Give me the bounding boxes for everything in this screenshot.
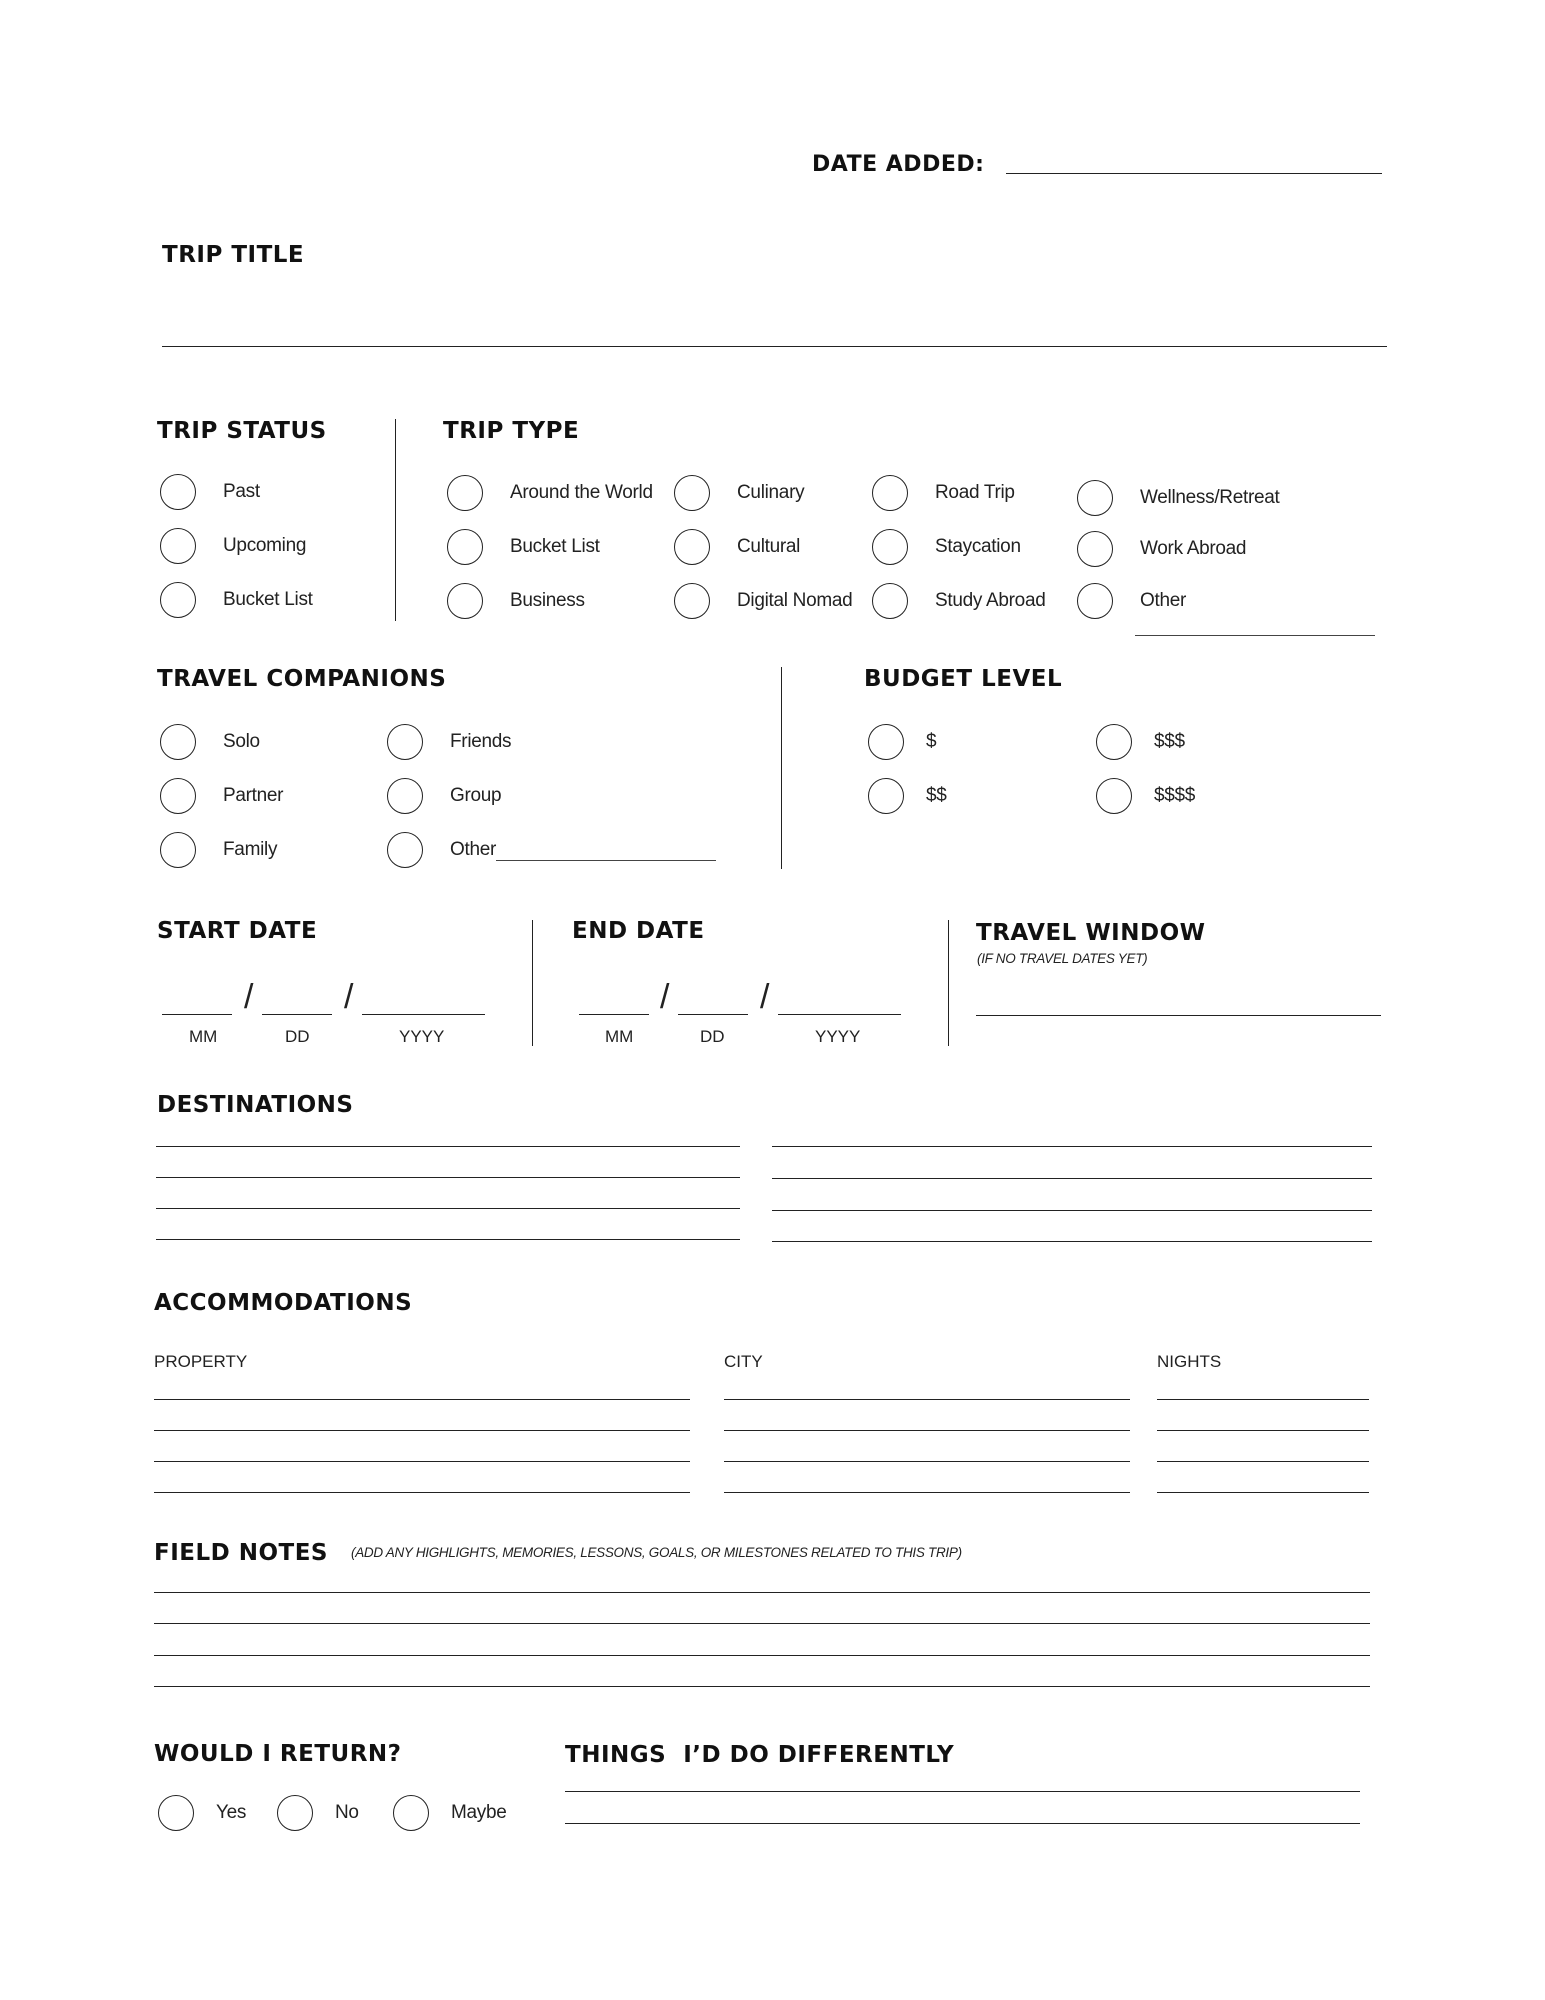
option-label: Cultural (737, 536, 801, 557)
companions-option-family[interactable] (160, 832, 277, 868)
budget-option-2[interactable] (868, 778, 947, 814)
radio-circle[interactable] (1077, 531, 1113, 567)
option-label: Staycation (935, 536, 1021, 557)
budget-level-label: BUDGET LEVEL (864, 666, 1063, 692)
budget-option-3[interactable] (1096, 724, 1185, 760)
destinations-label: DESTINATIONS (157, 1092, 354, 1118)
radio-circle[interactable] (160, 528, 196, 564)
trip-type-option-bucket-list[interactable] (447, 529, 600, 565)
city-line[interactable] (724, 1492, 1130, 1493)
property-line[interactable] (154, 1430, 690, 1431)
would-return-option-maybe[interactable] (393, 1795, 507, 1831)
companions-option-partner[interactable] (160, 778, 283, 814)
option-label: Group (450, 785, 502, 806)
trip-type-option-study-abroad[interactable] (872, 583, 1045, 619)
radio-circle[interactable] (674, 583, 710, 619)
radio-circle[interactable] (674, 475, 710, 511)
companions-other-field[interactable] (496, 860, 716, 861)
end-date-dd-field[interactable] (678, 1014, 748, 1015)
trip-type-option-wellness-retreat[interactable] (1077, 480, 1280, 516)
budget-option-1[interactable] (868, 724, 936, 760)
trip-type-option-around-the-world[interactable] (447, 475, 653, 511)
destination-line[interactable] (772, 1210, 1372, 1211)
option-label: Maybe (451, 1802, 507, 1823)
radio-circle[interactable] (160, 474, 196, 510)
end-date-label: END DATE (572, 918, 705, 944)
mm-caption: MM (605, 1027, 634, 1046)
start-date-yyyy-field[interactable] (362, 1014, 485, 1015)
radio-circle[interactable] (447, 475, 483, 511)
nights-column-header: NIGHTS (1157, 1352, 1222, 1371)
date-separator: / (244, 978, 254, 1016)
option-label: Digital Nomad (737, 590, 853, 611)
accommodations-label: ACCOMMODATIONS (154, 1290, 413, 1316)
trip-title-field[interactable] (162, 346, 1387, 347)
radio-circle[interactable] (160, 582, 196, 618)
option-label: Family (223, 839, 278, 860)
travel-window-label: TRAVEL WINDOW (976, 920, 1206, 946)
option-label: $$$$ (1154, 785, 1196, 806)
things-differently-line[interactable] (565, 1823, 1360, 1824)
city-line[interactable] (724, 1461, 1130, 1462)
dd-caption: DD (285, 1027, 310, 1046)
option-label: Work Abroad (1140, 538, 1247, 559)
trip-type-option-road-trip[interactable] (872, 475, 1015, 511)
start-date-label: START DATE (157, 918, 318, 944)
date-separator: / (660, 978, 670, 1016)
option-label: $$$ (1154, 731, 1185, 752)
option-label: Bucket List (510, 536, 600, 557)
trip-type-label: TRIP TYPE (443, 418, 580, 444)
nights-line[interactable] (1157, 1399, 1369, 1400)
option-label: Other (1140, 590, 1187, 611)
yyyy-caption: YYYY (815, 1027, 861, 1046)
radio-circle[interactable] (674, 529, 710, 565)
property-line[interactable] (154, 1461, 690, 1462)
radio-circle[interactable] (277, 1795, 313, 1831)
trip-title-label: TRIP TITLE (162, 242, 305, 268)
option-label: Business (510, 590, 585, 611)
destination-line[interactable] (772, 1241, 1372, 1242)
radio-circle[interactable] (872, 583, 908, 619)
radio-circle[interactable] (387, 832, 423, 868)
date-separator: / (760, 978, 770, 1016)
option-label: Past (223, 481, 260, 502)
property-column-header: PROPERTY (154, 1352, 248, 1371)
end-date-yyyy-field[interactable] (778, 1014, 901, 1015)
date-added-label: DATE ADDED: (812, 152, 985, 177)
radio-circle[interactable] (160, 724, 196, 760)
option-label: Partner (223, 785, 284, 806)
radio-circle[interactable] (1096, 724, 1132, 760)
section-divider (532, 920, 533, 1046)
radio-circle[interactable] (868, 778, 904, 814)
date-separator: / (344, 978, 354, 1016)
radio-circle[interactable] (872, 529, 908, 565)
companions-option-friends[interactable] (387, 724, 511, 760)
field-notes-hint: (ADD ANY HIGHLIGHTS, MEMORIES, LESSONS, GOALS, OR MILESTONES RELATED TO THIS TRIP) (351, 1545, 962, 1560)
trip-type-option-business[interactable] (447, 583, 585, 619)
city-line[interactable] (724, 1430, 1130, 1431)
radio-circle[interactable] (1077, 480, 1113, 516)
budget-option-4[interactable] (1096, 778, 1195, 814)
city-line[interactable] (724, 1399, 1130, 1400)
start-date-dd-field[interactable] (262, 1014, 332, 1015)
travel-window-field[interactable] (976, 1015, 1381, 1016)
destination-line[interactable] (156, 1177, 740, 1178)
radio-circle[interactable] (1077, 583, 1113, 619)
things-differently-line[interactable] (565, 1791, 1360, 1792)
nights-line[interactable] (1157, 1430, 1369, 1431)
option-label: Friends (450, 731, 512, 752)
option-label: Yes (216, 1802, 247, 1823)
field-notes-line[interactable] (154, 1623, 1370, 1624)
destination-line[interactable] (156, 1208, 740, 1209)
trip-type-other-field[interactable] (1135, 635, 1375, 636)
option-label: No (335, 1802, 359, 1823)
would-return-option-no[interactable] (277, 1795, 359, 1831)
section-divider (948, 920, 949, 1046)
end-date-mm-field[interactable] (579, 1014, 649, 1015)
destination-line[interactable] (772, 1146, 1372, 1147)
field-notes-line[interactable] (154, 1592, 1370, 1593)
would-return-option-yes[interactable] (158, 1795, 246, 1831)
radio-circle[interactable] (1096, 778, 1132, 814)
destination-line[interactable] (772, 1178, 1372, 1179)
radio-circle[interactable] (160, 832, 196, 868)
start-date-mm-field[interactable] (162, 1014, 232, 1015)
companions-option-solo[interactable] (160, 724, 260, 760)
radio-circle[interactable] (447, 529, 483, 565)
option-label: Upcoming (223, 535, 307, 556)
trip-type-option-staycation[interactable] (872, 529, 1021, 565)
companions-option-other[interactable] (387, 832, 496, 868)
trip-type-option-other[interactable] (1077, 583, 1186, 619)
trip-type-option-culinary[interactable] (674, 475, 804, 511)
radio-circle[interactable] (868, 724, 904, 760)
option-label: Culinary (737, 482, 805, 503)
travel-window-hint: (IF NO TRAVEL DATES YET) (977, 951, 1148, 966)
nights-line[interactable] (1157, 1461, 1369, 1462)
city-column-header: CITY (724, 1352, 763, 1371)
option-label: Around the World (510, 482, 653, 503)
radio-circle[interactable] (387, 778, 423, 814)
option-label: Solo (223, 731, 260, 752)
would-return-label: WOULD I RETURN? (154, 1741, 402, 1767)
trip-status-label: TRIP STATUS (157, 418, 327, 444)
radio-circle[interactable] (393, 1795, 429, 1831)
field-notes-line[interactable] (154, 1686, 1370, 1687)
property-line[interactable] (154, 1399, 690, 1400)
trip-status-option-upcoming[interactable] (160, 528, 306, 564)
dd-caption: DD (700, 1027, 725, 1046)
radio-circle[interactable] (387, 724, 423, 760)
option-label: Other (450, 839, 497, 860)
radio-circle[interactable] (158, 1795, 194, 1831)
companions-option-group[interactable] (387, 778, 501, 814)
destination-line[interactable] (156, 1146, 740, 1147)
radio-circle[interactable] (872, 475, 908, 511)
option-label: Wellness/Retreat (1140, 487, 1280, 508)
trip-type-option-cultural[interactable] (674, 529, 800, 565)
travel-companions-label: TRAVEL COMPANIONS (157, 666, 447, 692)
property-line[interactable] (154, 1492, 690, 1493)
section-divider (395, 419, 396, 621)
trip-status-option-bucket-list[interactable] (160, 582, 313, 618)
option-label: $ (926, 731, 937, 752)
date-added-field[interactable] (1006, 173, 1382, 174)
trip-type-option-digital-nomad[interactable] (674, 583, 852, 619)
radio-circle[interactable] (447, 583, 483, 619)
things-differently-label: THINGS I’D DO DIFFERENTLY (565, 1742, 955, 1768)
radio-circle[interactable] (160, 778, 196, 814)
nights-line[interactable] (1157, 1492, 1369, 1493)
yyyy-caption: YYYY (399, 1027, 445, 1046)
trip-type-option-work-abroad[interactable] (1077, 531, 1246, 567)
destination-line[interactable] (156, 1239, 740, 1240)
trip-status-option-past[interactable] (160, 474, 260, 510)
option-label: Bucket List (223, 589, 313, 610)
option-label: $$ (926, 785, 947, 806)
option-label: Study Abroad (935, 590, 1046, 611)
section-divider (781, 667, 782, 869)
field-notes-line[interactable] (154, 1655, 1370, 1656)
option-label: Road Trip (935, 482, 1015, 503)
mm-caption: MM (189, 1027, 218, 1046)
field-notes-label: FIELD NOTES (154, 1540, 329, 1566)
